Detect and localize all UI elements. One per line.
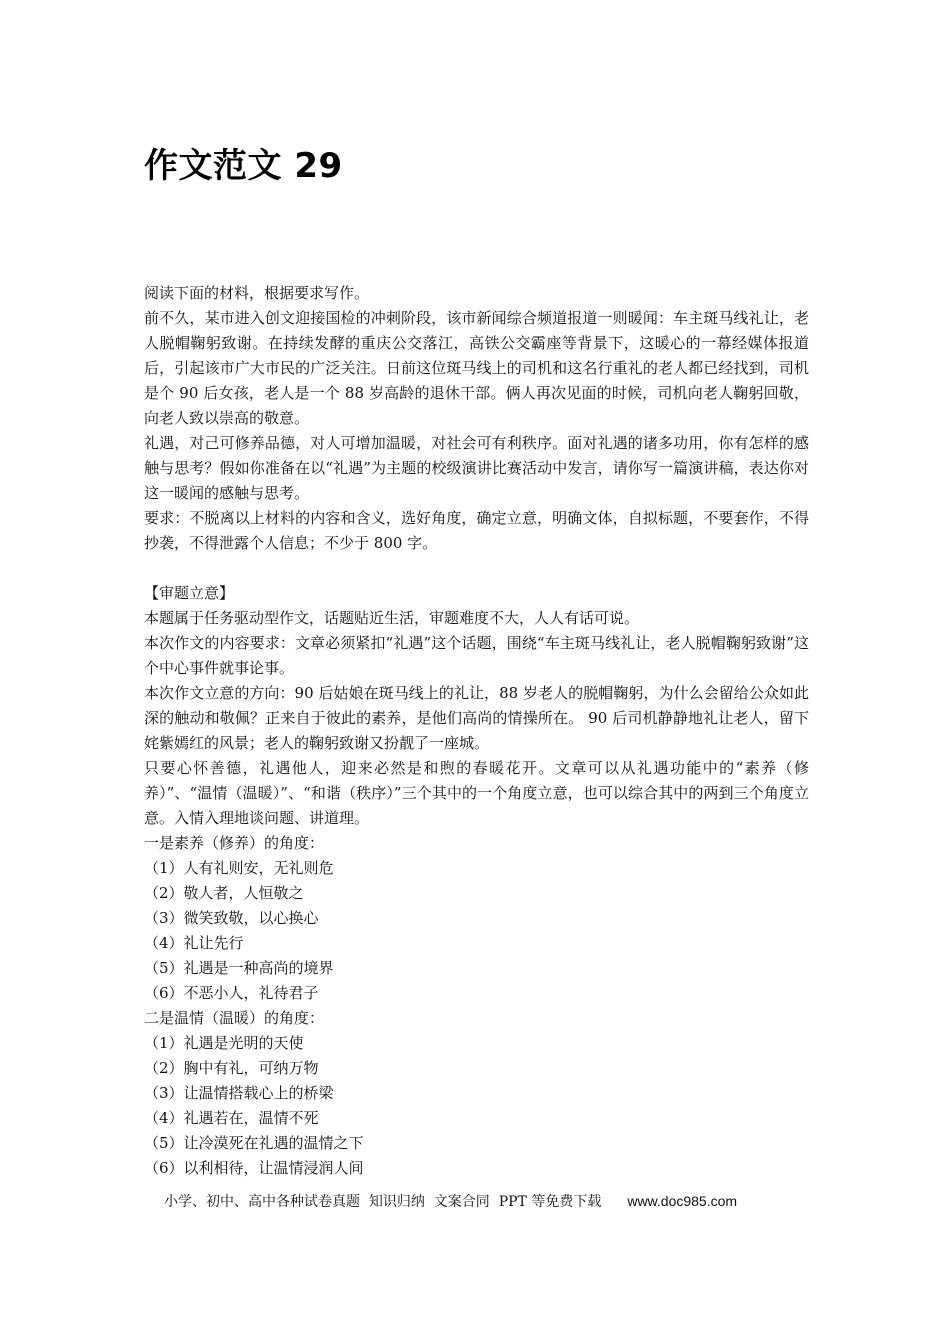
angle-heading: 一是素养（修养）的角度： [144, 834, 325, 852]
section-heading: 【审题立意】 [144, 584, 235, 602]
prompt-paragraph: 礼遇，对己可修养品德，对人可增加温暖，对社会可有利秩序。面对礼遇的诸多功用，你有怎样的感触与思考？假如你准备在以“礼遇”为主题的校级演讲比赛活动中发言，请你写一篇演讲稿，表达你对这一暖闻的感触与思考。 [144, 434, 809, 502]
list-item: （5）礼遇是一种高尚的境界 [144, 959, 334, 977]
list-item: （6）不恶小人，礼待君子 [144, 984, 319, 1002]
list-item: （4）礼遇若在，温情不死 [144, 1109, 319, 1127]
analysis-paragraph: 本题属于任务驱动型作文，话题贴近生活，审题难度不大，人人有话可说。 [144, 609, 640, 627]
list-item: （2）敬人者，人恒敬之 [144, 884, 304, 902]
list-item: （3）让温情搭载心上的桥梁 [144, 1084, 334, 1102]
requirements-paragraph: 要求：不脱离以上材料的内容和含义，选好角度，确定立意，明确文体，自拟标题，不要套作，不得抄袭，不得泄露个人信息；不少于 800 字。 [144, 509, 809, 552]
document-body [144, 281, 809, 1181]
blank-line [144, 556, 809, 581]
instruction-paragraph: 阅读下面的材料，根据要求写作。 [144, 284, 370, 302]
material-paragraph: 前不久，某市进入创文迎接国检的冲刺阶段，该市新闻综合频道报道一则暖闻：车主斑马线礼让，老人脱帽鞠躬致谢。在持续发酵的重庆公交落江，高铁公交霸座等背景下，这暖心的一幕经媒体报道后，引起该市广大市民的广泛关注。日前这位斑马线上的司机和这名行重礼的老人都已经找到，司机是个 90 后女孩，老人是一个 88 岁高龄的退休干部。俩人再次见面的时候，司机向老人鞠躬回敬，向老人致以崇高的敬意。 [144, 309, 809, 427]
list-item: （2）胸中有礼，可纳万物 [144, 1059, 319, 1077]
page-title: 作文范文 29 [144, 146, 343, 186]
analysis-paragraph: 本次作文立意的方向：90 后姑娘在斑马线上的礼让，88 岁老人的脱帽鞠躬，为什么会留给公众如此深的触动和敬佩？正来自于彼此的素养，是他们高尚的情操所在。 90 后司机静静地礼让老人，留下姹紫嫣红的风景；老人的鞠躬致谢又扮靓了一座城。 [144, 684, 809, 752]
list-item: （4）礼让先行 [144, 934, 244, 952]
analysis-paragraph: 本次作文的内容要求：文章必须紧扣“礼遇”这个话题，围绕“车主斑马线礼让，老人脱帽鞠躬致谢”这个中心事件就事论事。 [144, 634, 809, 677]
list-item: （5）让冷漠死在礼遇的温情之下 [144, 1134, 364, 1152]
list-item: （3）微笑致敬，以心换心 [144, 909, 319, 927]
angle-heading: 二是温情（温暖）的角度： [144, 1009, 325, 1027]
list-item: （1）人有礼则安，无礼则危 [144, 859, 334, 877]
footer-url[interactable]: www.doc985.com [627, 1193, 738, 1209]
page-footer [164, 1189, 737, 1214]
list-item: （6）以利相待，让温情浸润人间 [144, 1159, 364, 1177]
footer-text: 小学、初中、高中各种试卷真题 知识归纳 文案合同 PPT 等免费下载 [164, 1194, 602, 1210]
analysis-paragraph: 只要心怀善德，礼遇他人，迎来必然是和煦的春暖花开。文章可以从礼遇功能中的“素养（修养）”、“温情（温暖）”、“和谐（秩序）”三个其中的一个角度立意，也可以综合其中的两到三个角度立意。入情入理地谈问题、讲道理。 [144, 759, 809, 827]
list-item: （1）礼遇是光明的天使 [144, 1034, 304, 1052]
